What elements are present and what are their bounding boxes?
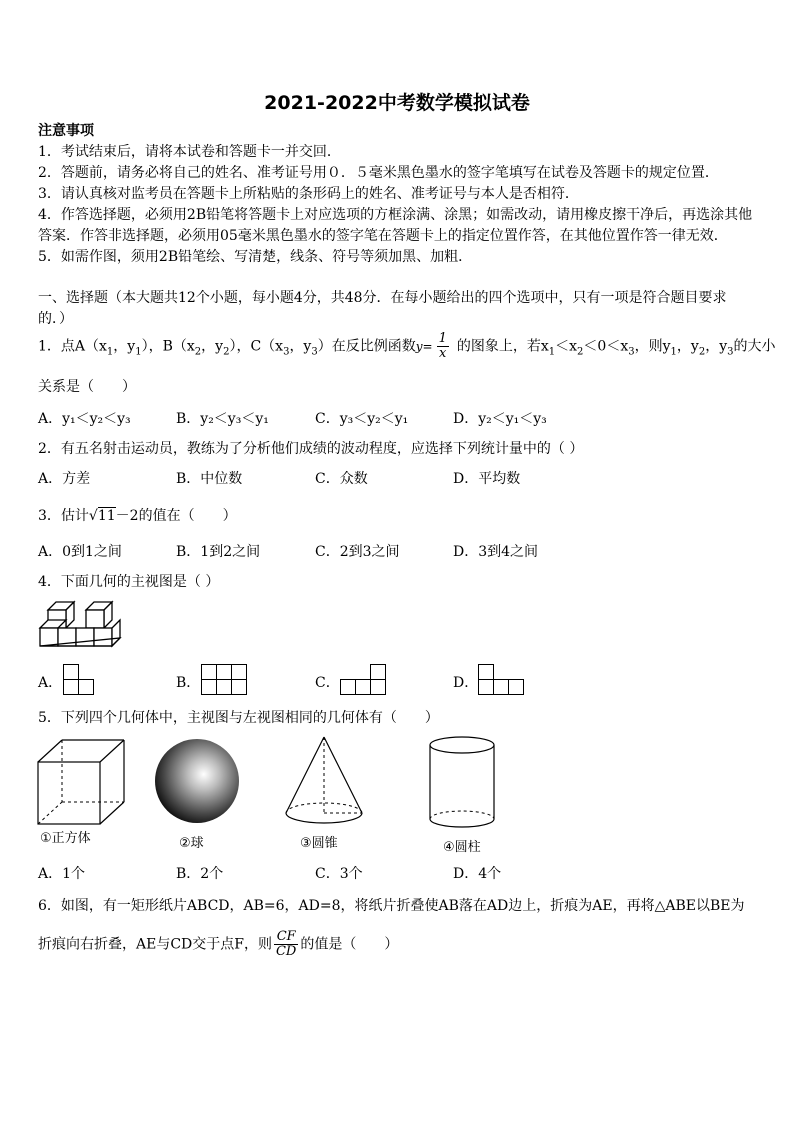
- section-heading-line-1: 一、选择题（本大题共12个小题，每小题4分，共48分．在每小题给出的四个选项中，只有一项是符合题目要求: [38, 290, 727, 306]
- sphere-figure: [154, 738, 240, 824]
- notice-line-5: 答案．作答非选择题，必须用05毫米黑色墨水的签字笔在答题卡上的指定位置作答，在其他位置作答一律无效．: [38, 228, 728, 244]
- question-1-stem-2: 关系是（ ）: [38, 379, 136, 395]
- sphere-caption: ②球: [179, 836, 204, 851]
- question-5-option-d[interactable]: D．4个: [453, 866, 502, 882]
- question-6-stem-2: 折痕向右折叠，AE与CD交于点F，则 $\frac{CF}{CD}$ 的值是（ ）: [38, 929, 399, 959]
- notice-line-2: 2．答题前，请务必将自己的姓名、准考证号用０．５毫米黑色墨水的签字笔填写在试卷及答题卡的规定位置．: [38, 165, 719, 181]
- cylinder-figure: [428, 735, 498, 835]
- question-6-stem-1: 6．如图，有一矩形纸片ABCD，AB=6，AD=8，将纸片折叠使AB落在AD边上，折痕为AE，再将△ABE以BE为: [38, 898, 745, 914]
- section-heading-line-2: 的．）: [38, 311, 73, 327]
- question-2-option-c[interactable]: C．众数: [315, 471, 368, 487]
- question-1-option-d[interactable]: D．y₂＜y₁＜y₃: [453, 411, 547, 427]
- option-c-front-view[interactable]: [340, 664, 387, 695]
- question-3-option-a[interactable]: A．0到1之间: [38, 544, 122, 560]
- notice-line-3: 3．请认真核对监考员在答题卡上所粘贴的条形码上的姓名、准考证号与本人是否相符．: [38, 186, 579, 202]
- question-5-option-b[interactable]: B．2个: [176, 866, 224, 882]
- question-4-option-b-label[interactable]: B．: [176, 675, 201, 691]
- option-d-front-view[interactable]: [478, 664, 525, 695]
- question-5-option-c[interactable]: C．3个: [315, 866, 363, 882]
- question-2-stem: 2．有五名射击运动员，教练为了分析他们成绩的波动程度，应选择下列统计量中的（ ）: [38, 441, 584, 457]
- question-2-option-b[interactable]: B．中位数: [176, 471, 243, 487]
- cylinder-caption: ④圆柱: [443, 840, 481, 855]
- option-b-front-view[interactable]: [201, 664, 248, 695]
- page-title: 2021-2022中考数学模拟试卷: [264, 92, 530, 114]
- question-1-option-a[interactable]: A．y₁＜y₂＜y₃: [38, 411, 131, 427]
- question-2-option-d[interactable]: D．平均数: [453, 471, 521, 487]
- question-2-option-a[interactable]: A．方差: [38, 471, 91, 487]
- notice-line-1: 1．考试结束后，请将本试卷和答题卡一并交回．: [38, 144, 341, 160]
- option-a-front-view[interactable]: [63, 664, 95, 695]
- question-1-stem: 1．点$A(x_1$，$y_1$），$B(x_2$，$y_2$），$C(x_3$，$y_3$）在反比例函数y= $\frac{1}{x}$ 的图象上，若$x_1<x_2<0<x_3$，则$y_1$，$y_2$，$y_3$的大小: [38, 331, 776, 361]
- question-3-option-d[interactable]: D．3到4之间: [453, 544, 539, 560]
- question-3-option-b[interactable]: B．1到2之间: [176, 544, 261, 560]
- question-4-option-d-label[interactable]: D．: [453, 675, 479, 691]
- question-5-stem: 5．下列四个几何体中，主视图与左视图相同的几何体有（ ）: [38, 710, 439, 726]
- question-3-stem: 3．估计√11－2的值在（ ）: [38, 508, 237, 524]
- stacked-cubes-figure: [38, 598, 120, 658]
- cube-caption: ①正方体: [40, 831, 91, 846]
- question-1-option-b[interactable]: B．y₂＜y₃＜y₁: [176, 411, 269, 427]
- question-3-option-c[interactable]: C．2到3之间: [315, 544, 400, 560]
- cone-figure: [284, 735, 366, 835]
- question-1-option-c[interactable]: C．y₃＜y₂＜y₁: [315, 411, 409, 427]
- question-4-option-c-label[interactable]: C．: [315, 675, 340, 691]
- question-4-stem: 4．下面几何的主视图是（ ）: [38, 574, 220, 590]
- notice-line-6: 5．如需作图，须用2B铅笔绘、写清楚，线条、符号等须加黑、加粗．: [38, 249, 473, 265]
- question-4-option-a-label[interactable]: A．: [38, 675, 63, 691]
- cube-figure: [38, 740, 128, 830]
- notice-heading: 注意事项: [38, 123, 94, 139]
- question-5-option-a[interactable]: A．1个: [38, 866, 86, 882]
- cone-caption: ③圆锥: [300, 836, 338, 851]
- notice-line-4: 4．作答选择题，必须用2B铅笔将答题卡上对应选项的方框涂满、涂黑；如需改动，请用橡皮擦干净后，再选涂其他: [38, 207, 753, 223]
